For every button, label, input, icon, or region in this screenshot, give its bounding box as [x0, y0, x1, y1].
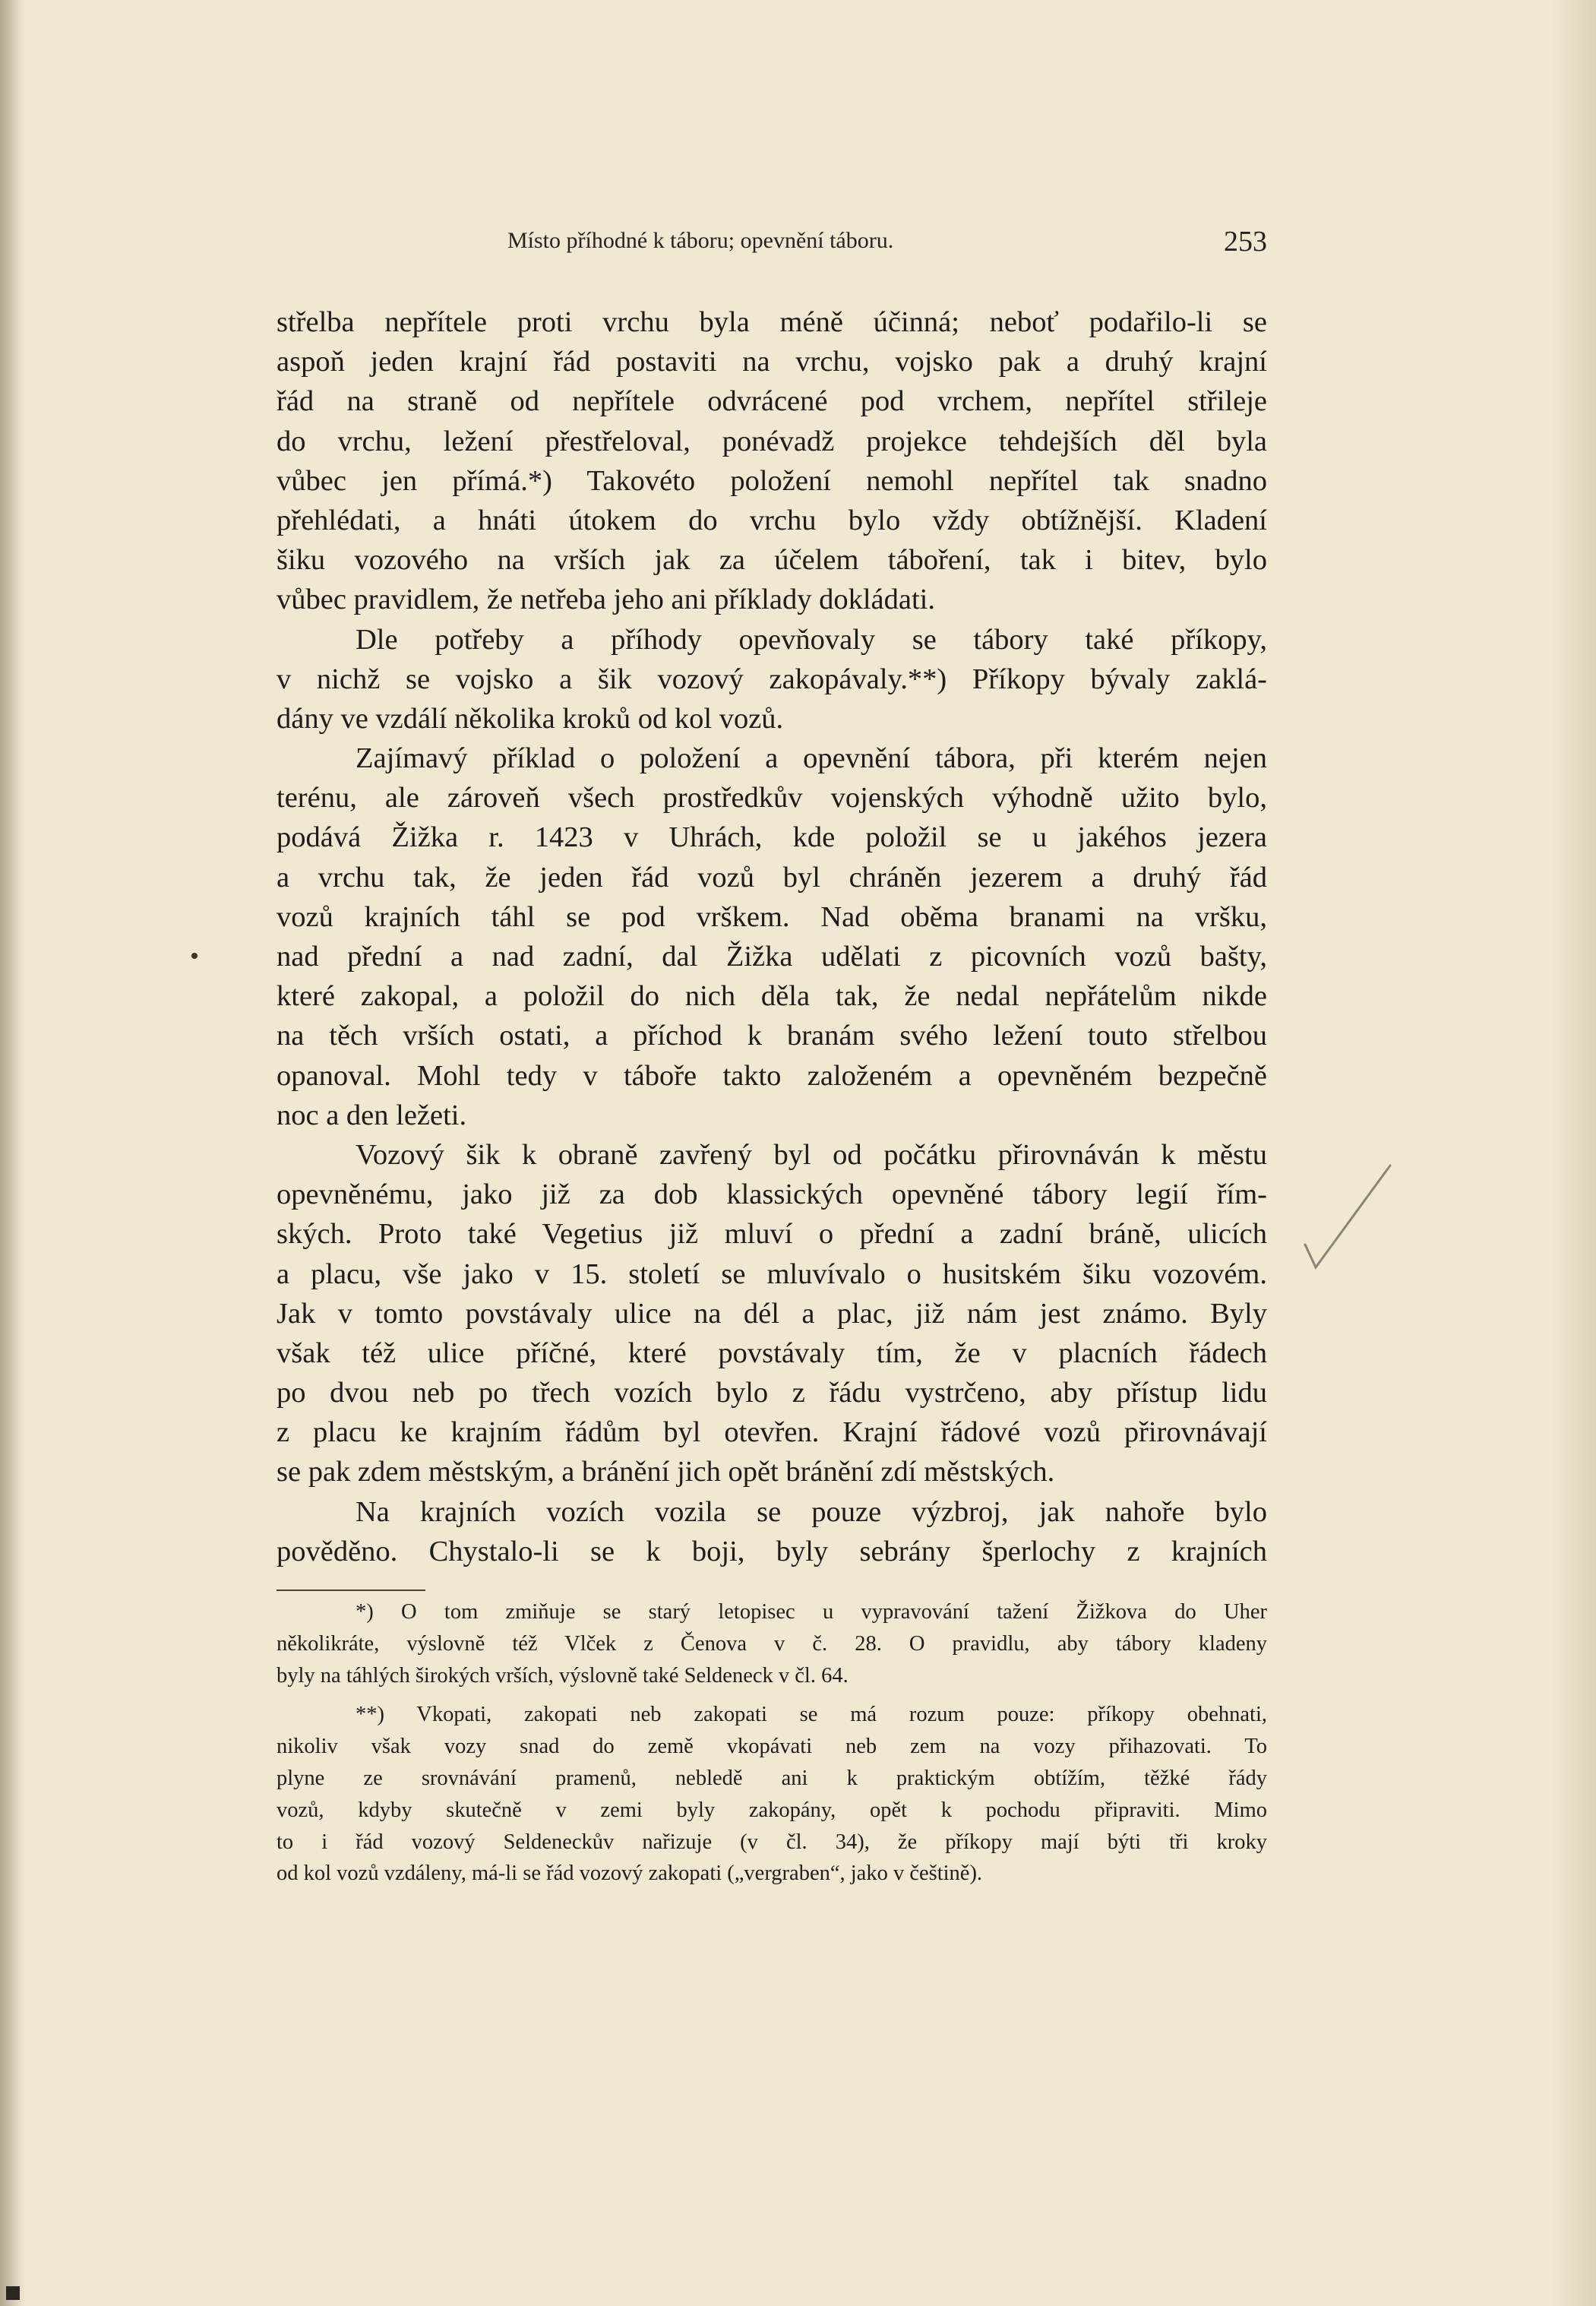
footnote-2-line: vozů, kdyby skutečně v zemi byly zakopány, opět k pochodu připraviti. Mimo: [277, 1798, 1267, 1822]
text-line: které zakopal, a položil do nich děla tak, že nedal nepřátelům nikde: [277, 980, 1267, 1013]
footnote-1-line: několikráte, výslovně též Vlček z Čenova v č. 28. O pravidlu, aby tábory kladeny: [277, 1631, 1267, 1656]
text-line: noc a den ležeti.: [277, 1099, 467, 1131]
footnote-2-line: to i řád vozový Seldeneckův nařizuje (v čl. 34), že příkopy mají býti tři kroky: [277, 1830, 1267, 1854]
text-line: se pak zdem městským, a bránění jich opět bránění zdí městských.: [277, 1456, 1055, 1488]
footnote-2-line: od kol vozů vzdáleny, má-li se řád vozový zakopati („vergraben“, jako v češtině).: [277, 1862, 983, 1886]
running-head: Místo příhodné k táboru; opevnění táboru.: [507, 228, 894, 253]
text-line: a placu, vše jako v 15. století se mluvívalo o husitském šiku vozovém.: [277, 1257, 1267, 1290]
text-line: pověděno. Chystalo-li se k boji, byly sebrány šperlochy z krajních: [277, 1535, 1267, 1567]
page-header: [507, 228, 1267, 263]
text-line: aspoň jeden krajní řád postaviti na vrchu, vojsko pak a druhý krajní: [277, 346, 1267, 378]
text-line: ských. Proto také Vegetius již mluví o přední a zadní bráně, ulicích: [277, 1218, 1267, 1251]
text-line: vozů krajních táhl se pod vrškem. Nad oběma branami na vršku,: [277, 900, 1267, 933]
footnote-2-line: nikoliv však vozy snad do země vkopávati neb zem na vozy přihazovati. To: [277, 1735, 1267, 1759]
text-line: vůbec pravidlem, že netřeba jeho ani příklady dokládati.: [277, 584, 935, 616]
text-line: přehlédati, a hnáti útokem do vrchu bylo vždy obtížnější. Kladení: [277, 504, 1267, 536]
text-line: však též ulice příčné, které povstávaly tím, že v placních řádech: [277, 1336, 1267, 1369]
text-line: a vrchu tak, že jeden řád vozů byl chráněn jezerem a druhý řád: [277, 861, 1267, 894]
page-edge-shadow: [1550, 0, 1596, 2306]
text-line: šiku vozového na vrších jak za účelem táboření, tak i bitev, bylo: [277, 544, 1267, 577]
text-line: podává Žižka r. 1423 v Uhrách, kde položil se u jakéhos jezera: [277, 821, 1267, 854]
text-line: opanoval. Mohl tedy v táboře takto založeném a opevněném bezpečně: [277, 1059, 1267, 1092]
text-line: v nichž se vojsko a šik vozový zakopávaly.**) Příkopy bývaly zaklá-: [277, 663, 1267, 695]
text-line: z placu ke krajním řádům byl otevřen. Krajní řádové vozů přirovnávají: [277, 1416, 1267, 1449]
text-line: dány ve vzdálí několika kroků od kol vozů.: [277, 702, 784, 735]
paragraph-start: Vozový šik k obraně zavřený byl od počátku přirovnáván k městu: [356, 1138, 1267, 1171]
page-number: 253: [1224, 226, 1267, 258]
text-line: střelba nepřítele proti vrchu byla méně účinná; neboť podařilo-li se: [277, 306, 1267, 338]
footnote-2-line: **) Vkopati, zakopati neb zakopati se má rozum pouze: příkopy obehnati,: [356, 1703, 1267, 1727]
footnotes: [277, 1596, 1267, 1890]
text-line: terénu, ale zároveň všech prostředkův vojenských výhodně užito bylo,: [277, 782, 1267, 815]
paragraph-start: Na krajních vozích vozila se pouze výzbroj, jak nahoře bylo: [356, 1495, 1267, 1528]
pencil-check-mark: [1299, 1161, 1398, 1275]
footnote-rule: [277, 1590, 425, 1591]
text-line: na těch vrších ostati, a příchod k branám svého ležení touto střelbou: [277, 1020, 1267, 1052]
text-line: opevněnému, jako již za dob klassických opevněné tábory legií řím-: [277, 1178, 1267, 1211]
footnote-2-line: plyne ze srovnávání pramenů, nebledě ani k praktickým obtížím, těžké řády: [277, 1766, 1267, 1790]
main-text: [277, 302, 1267, 1571]
text-line: řád na straně od nepřítele odvrácené pod vrchem, nepřítel střileje: [277, 385, 1267, 418]
text-line: Jak v tomto povstávaly ulice na dél a plac, již nám jest známo. Byly: [277, 1297, 1267, 1330]
text-line: do vrchu, ležení přestřeloval, ponévadž projekce tehdejších děl byla: [277, 425, 1267, 457]
ink-speck: [191, 953, 198, 959]
text-line: po dvou neb po třech vozích bylo z řádu vystrčeno, aby přístup lidu: [277, 1377, 1267, 1409]
text-line: vůbec jen přímá.*) Takovéto položení nemohl nepřítel tak snadno: [277, 464, 1267, 497]
paragraph-start: Dle potřeby a příhody opevňovaly se tábory také příkopy,: [356, 623, 1267, 656]
footnote-1-line: byly na táhlých širokých vrších, výslovně také Seldeneck v čl. 64.: [277, 1663, 849, 1688]
page-binding-shadow: [0, 0, 26, 2306]
text-line: nad přední a nad zadní, dal Žižka udělati z picovních vozů bašty,: [277, 941, 1267, 973]
scan-corner-mark: [6, 2286, 20, 2300]
paragraph-start: Zajímavý příklad o položení a opevnění tábora, při kterém nejen: [356, 742, 1267, 775]
footnote-1-line: *) O tom zmiňuje se starý letopisec u vypravování tažení Žižkova do Uher: [356, 1600, 1267, 1624]
footnote-gap: [277, 1691, 1267, 1699]
